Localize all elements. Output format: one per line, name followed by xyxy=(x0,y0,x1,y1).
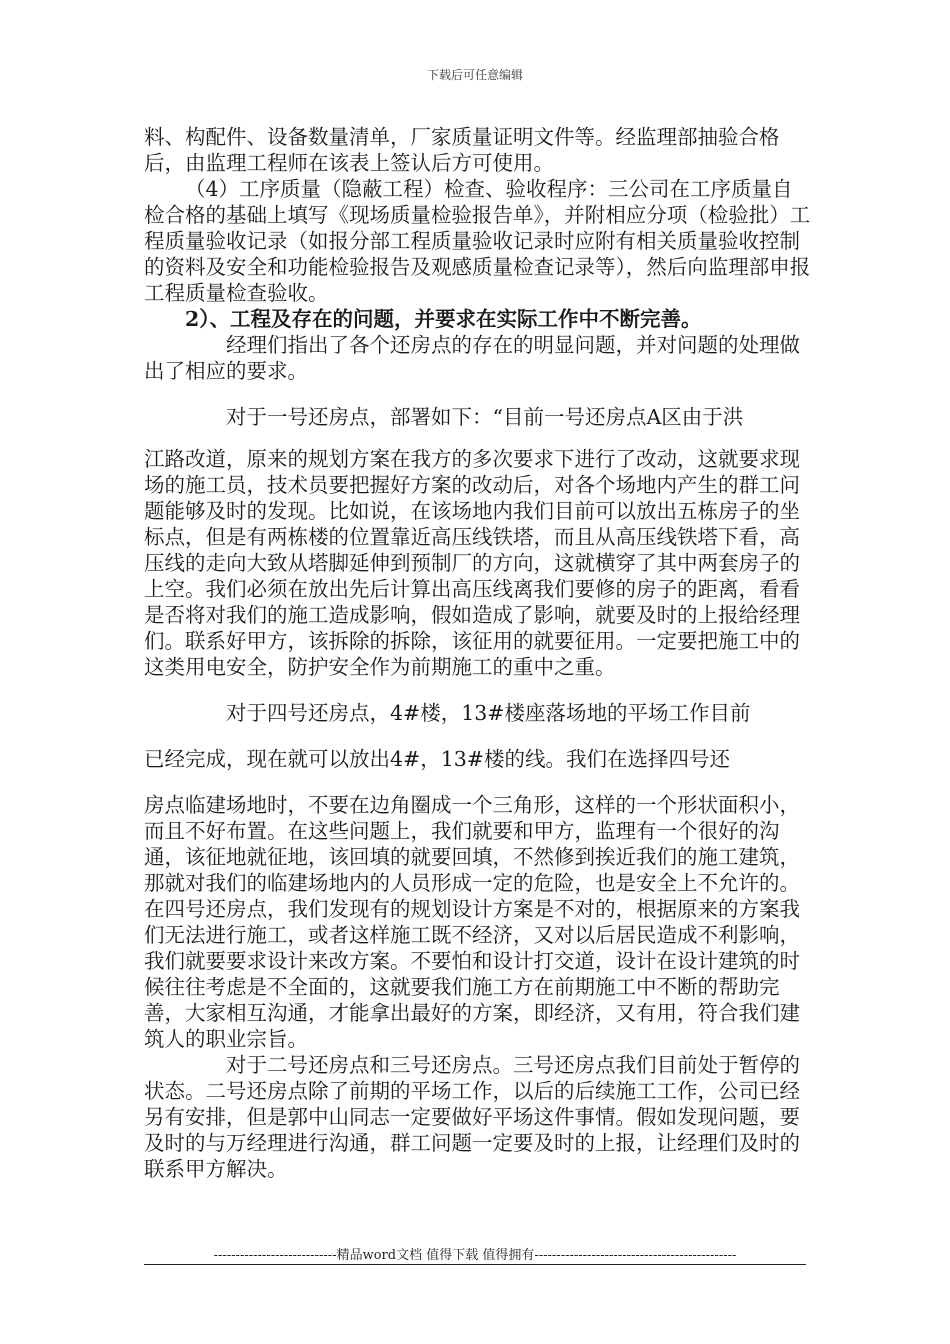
paragraph-materials-tail: 料、构配件、设备数量清单，厂家质量证明文件等。经监理部抽验合格后，由监理工程师在该表上签认后方可使用。 xyxy=(144,125,780,175)
section-heading-problems: 2）、工程及存在的问题，并要求在实际工作中不断完善。 xyxy=(185,307,702,331)
paragraph-inspection-procedure: （4）工序质量（隐蔽工程）检查、验收程序：三公司在工序质量自检合格的基础上填写《现场质量检验报告单》，并附相应分项（检验批）工程质量验收记录（如报分部工程质量验收记录时应附有相关质量验收控制的资料及安全和功能检验报告及观感质量检查记录等），然后向监理部申报工程质量检查验收。 xyxy=(144,177,811,305)
paragraph-site1-body: 江路改道，原来的规划方案在我方的多次要求下进行了改动，这就要求现场的施工员，技术员要把握好方案的改动后，对各个场地内产生的群工问题能够及时的发现。比如说，在该场地内我们目前可以放出五栋房子的坐标点，但是有两栋楼的位置靠近高压线铁塔，而且从高压线铁塔下看，高压线的走向大致从塔脚延伸到预制厂的方向，这就横穿了其中两套房子的上空。我们必须在放出先后计算出高压线离我们要修的房子的距离，看看是否将对我们的施工造成影响，假如造成了影响，就要及时的上报给经理们。联系好甲方，该拆除的拆除，该征用的就要征用。一定要把施工中的这类用电安全，防护安全作为前期施工的重中之重。 xyxy=(144,447,800,679)
footer-divider xyxy=(144,1264,806,1265)
document-body xyxy=(144,124,812,1182)
page-footer: ----------------------------精品word文档 值得下载 值得拥有---------------------------------------------- xyxy=(213,1248,737,1263)
page-header: 下载后可任意编辑 xyxy=(426,68,523,82)
paragraph-managers-remarks: 经理们指出了各个还房点的存在的明显问题，并对问题的处理做出了相应的要求。 xyxy=(144,333,800,383)
paragraph-site4-line2: 已经完成，现在就可以放出4#，13#楼的线。我们在选择四号还 xyxy=(144,747,730,771)
paragraph-site1-intro: 对于一号还房点，部署如下：“目前一号还房点A区由于洪 xyxy=(226,405,744,429)
paragraph-site2-3: 对于二号还房点和三号还房点。三号还房点我们目前处于暂停的状态。二号还房点除了前期的平场工作，以后的后续施工工作，公司已经另有安排，但是郭中山同志一定要做好平场这件事情。假如发现问题，要及时的与万经理进行沟通，群工问题一定要及时的上报，让经理们及时的联系甲方解决。 xyxy=(144,1053,800,1181)
paragraph-site4-intro: 对于四号还房点，4#楼，13#楼座落场地的平场工作目前 xyxy=(226,701,751,725)
paragraph-site4-body: 房点临建场地时，不要在边角圈成一个三角形，这样的一个形状面积小，而且不好布置。在这些问题上，我们就要和甲方，监理有一个很好的沟通，该征地就征地，该回填的就要回填，不然修到挨近我们的施工建筑，那就对我们的临建场地内的人员形成一定的危险，也是安全上不允许的。在四号还房点，我们发现有的规划设计方案是不对的，根据原来的方案我们无法进行施工，或者这样施工既不经济，又对以后居民造成不利影响，我们就要要求设计来改方案。不要怕和设计打交道，设计在设计建筑的时候往往考虑是不全面的，这就要我们施工方在前期施工中不断的帮助完善，大家相互沟通，才能拿出最好的方案，即经济，又有用，符合我们建筑人的职业宗旨。 xyxy=(144,793,800,1051)
